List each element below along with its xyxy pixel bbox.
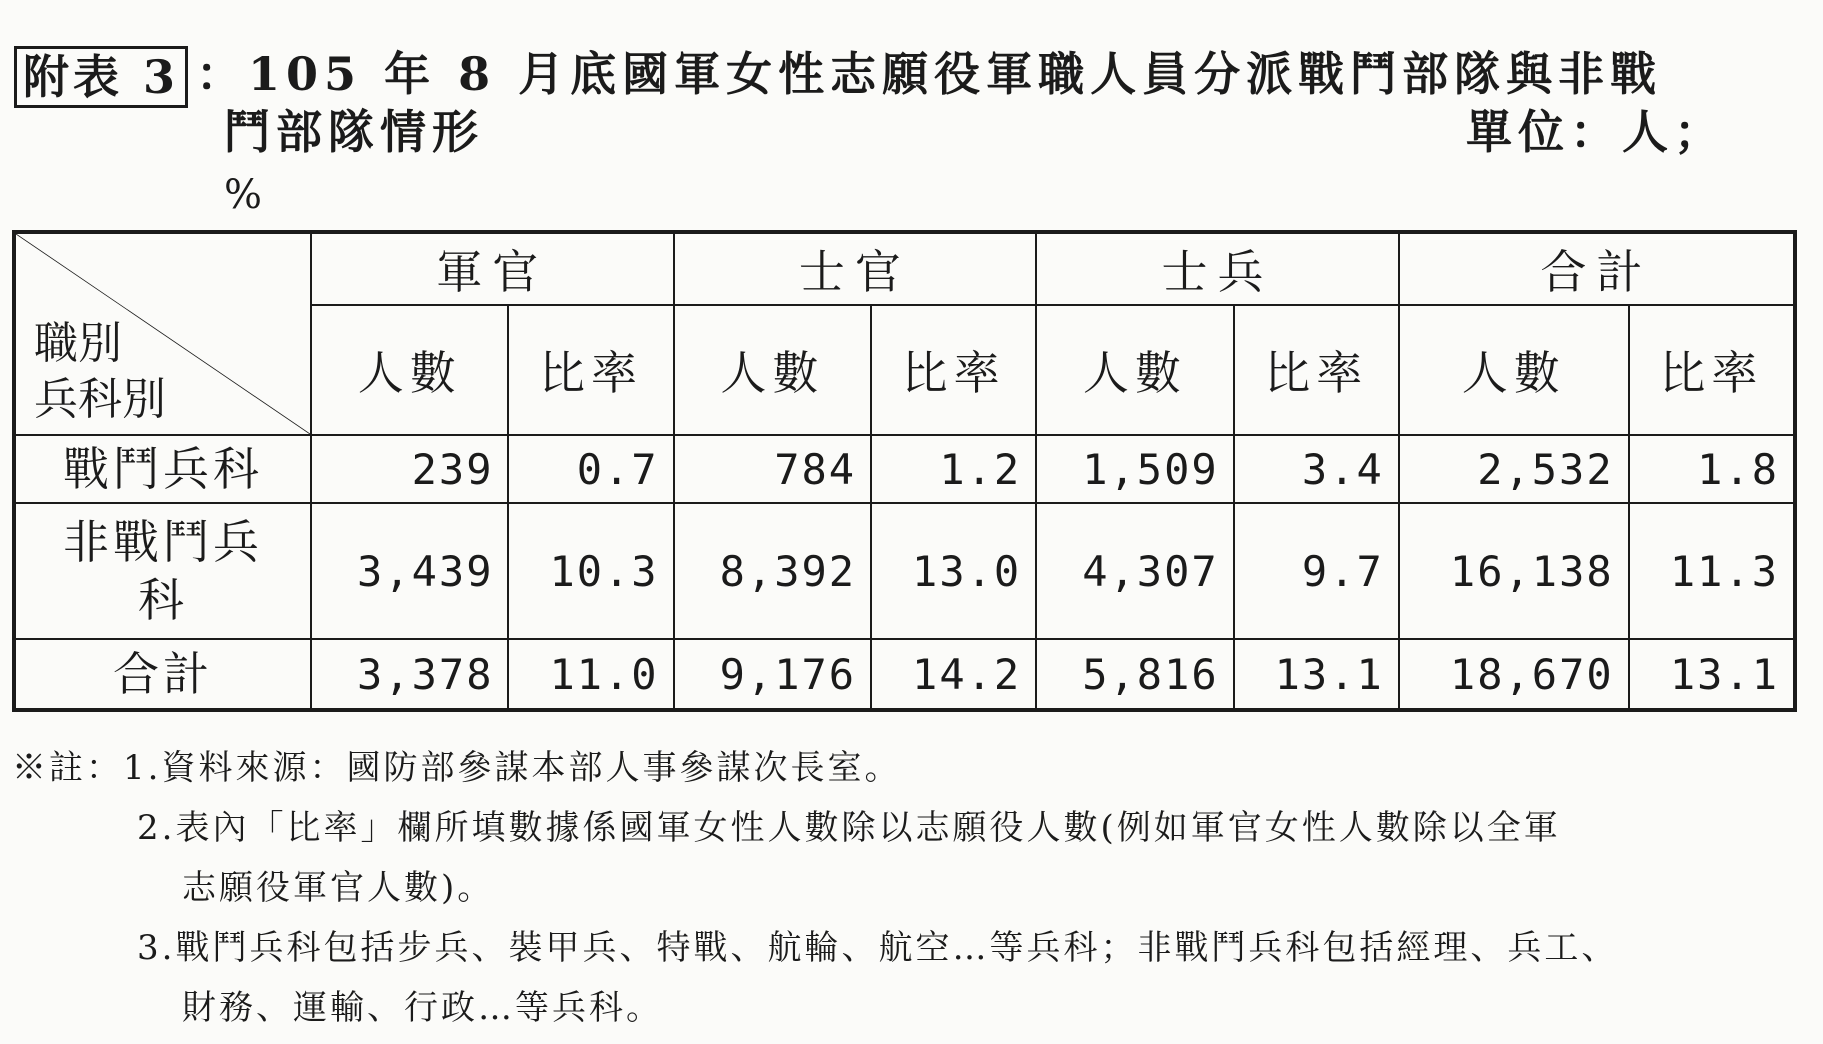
group-header-soldier: 士兵	[1036, 232, 1399, 305]
appendix-label: 附表 3	[14, 46, 188, 108]
corner-label-job: 職別	[34, 318, 122, 369]
unit-label-continued: %	[224, 172, 263, 218]
group-header-officer: 軍官	[311, 232, 674, 305]
corner-header	[14, 232, 311, 435]
cell: 5,816	[1036, 639, 1233, 710]
cell: 11.3	[1629, 503, 1795, 639]
row-label: 非戰鬥兵科	[14, 503, 311, 639]
note-3: 3.戰鬥兵科包括步兵、裝甲兵、特戰、航輪、航空…等兵科；非戰鬥兵科包括經理、兵工、	[137, 928, 1619, 968]
subheader-ratio: 比率	[871, 305, 1036, 435]
cell: 1.8	[1629, 435, 1795, 503]
row-label: 合計	[14, 639, 311, 710]
unit-label: 單位：人；	[1466, 105, 1726, 159]
cell: 9,176	[674, 639, 871, 710]
cell: 13.1	[1629, 639, 1795, 710]
cell: 13.0	[871, 503, 1036, 639]
note-3-continued: 財務、運輸、行政…等兵科。	[182, 988, 663, 1028]
table-title: ：105 年 8 月底國軍女性志願役軍職人員分派戰鬥部隊與非戰	[196, 47, 1663, 101]
cell: 239	[311, 435, 508, 503]
table-row	[14, 435, 1795, 503]
corner-label-branch: 兵科別	[34, 374, 166, 425]
note-1: ※註：1.資料來源：國防部參謀本部人事參謀次長室。	[12, 748, 902, 788]
cell: 3.4	[1234, 435, 1399, 503]
subheader-ratio: 比率	[1234, 305, 1399, 435]
cell: 14.2	[871, 639, 1036, 710]
subheader-count: 人數	[1399, 305, 1629, 435]
subheader-ratio: 比率	[1629, 305, 1795, 435]
cell: 1,509	[1036, 435, 1233, 503]
cell: 2,532	[1399, 435, 1629, 503]
note-2-continued: 志願役軍官人數)。	[182, 868, 495, 908]
subheader-count: 人數	[674, 305, 871, 435]
subheader-count: 人數	[311, 305, 508, 435]
footnotes	[12, 738, 1618, 1038]
cell: 9.7	[1234, 503, 1399, 639]
group-header-nco: 士官	[674, 232, 1037, 305]
cell: 4,307	[1036, 503, 1233, 639]
cell: 11.0	[508, 639, 673, 710]
title-block	[14, 42, 1756, 108]
cell: 1.2	[871, 435, 1036, 503]
cell: 0.7	[508, 435, 673, 503]
cell: 18,670	[1399, 639, 1629, 710]
group-header-total: 合計	[1399, 232, 1795, 305]
row-label: 戰鬥兵科	[14, 435, 311, 503]
corner-labels	[34, 316, 166, 428]
cell: 784	[674, 435, 871, 503]
data-table	[12, 230, 1797, 712]
cell: 10.3	[508, 503, 673, 639]
cell: 16,138	[1399, 503, 1629, 639]
subheader-ratio: 比率	[508, 305, 673, 435]
cell: 8,392	[674, 503, 871, 639]
cell: 3,378	[311, 639, 508, 710]
table-row	[14, 639, 1795, 710]
cell: 3,439	[311, 503, 508, 639]
table-title-continued: 鬥部隊情形	[224, 105, 484, 159]
subheader-count: 人數	[1036, 305, 1233, 435]
note-2: 2.表內「比率」欄所填數據係國軍女性人數除以志願役人數(例如軍官女性人數除以全軍	[137, 808, 1561, 848]
cell: 13.1	[1234, 639, 1399, 710]
table-row	[14, 503, 1795, 639]
